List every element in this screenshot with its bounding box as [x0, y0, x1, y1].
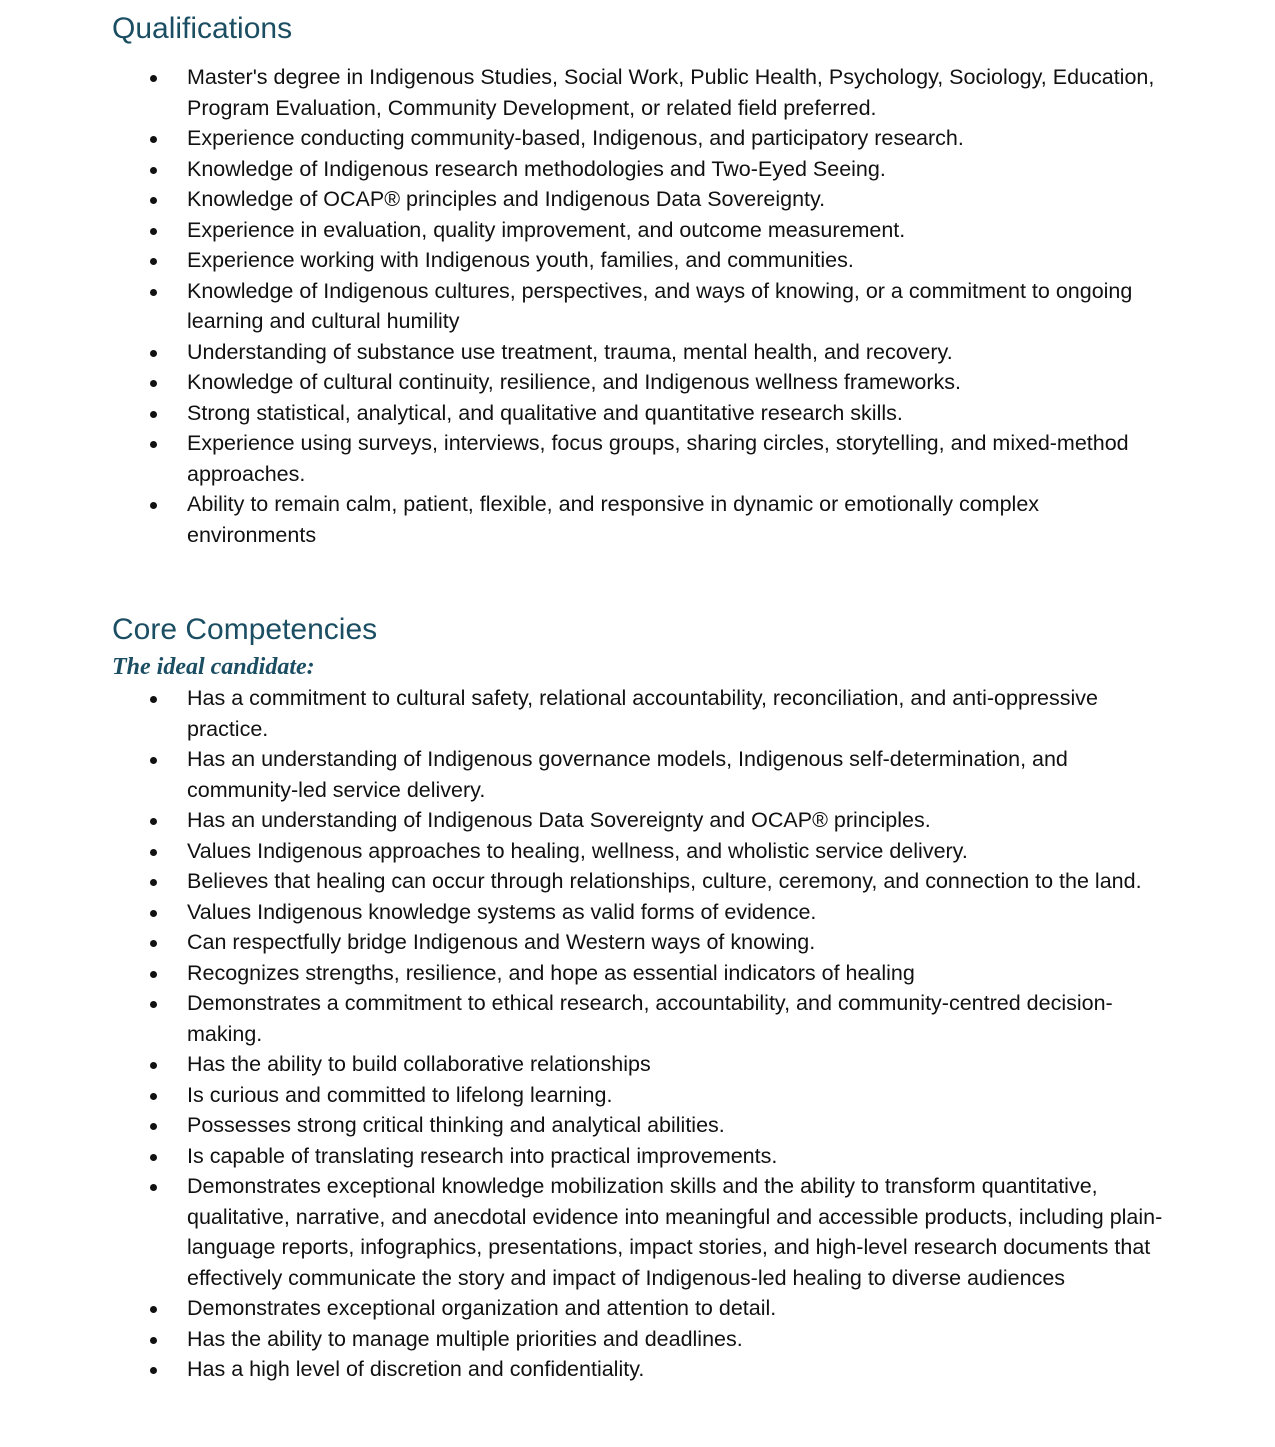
list-item-text: Is curious and committed to lifelong learning.: [187, 1082, 613, 1107]
list-item-text: Has an understanding of Indigenous governance models, Indigenous self-determination, and community-led service delivery.: [187, 747, 1068, 802]
list-item-text: Strong statistical, analytical, and qualitative and quantitative research skills.: [187, 400, 903, 425]
bullet-icon: [150, 940, 157, 947]
list-item-text: Experience using surveys, interviews, focus groups, sharing circles, storytelling, and mixed-method approaches.: [187, 431, 1129, 486]
list-item-text: Has a high level of discretion and confidentiality.: [187, 1357, 645, 1381]
list-item-text: Believes that healing can occur through relationships, culture, ceremony, and connection to the land.: [187, 869, 1142, 893]
list-item: [0, 1324, 1167, 1355]
bullet-icon: [150, 1062, 157, 1069]
list-item: [0, 836, 1167, 867]
bullet-icon: [150, 757, 157, 764]
list-item-text: Recognizes strengths, resilience, and hope as essential indicators of healing: [187, 960, 915, 985]
list-item: [0, 337, 1167, 368]
list-item-text: Demonstrates exceptional organization and attention to detail.: [187, 1296, 777, 1320]
list-item: [0, 367, 1167, 398]
bullet-icon: [150, 502, 157, 509]
list-item-text: Knowledge of Indigenous cultures, perspectives, and ways of knowing, or a commitment to ongoing learning and cultural humility: [187, 278, 1133, 333]
bullet-icon: [150, 696, 157, 703]
bullet-icon: [150, 167, 157, 174]
list-item: [0, 428, 1167, 489]
list-item: [0, 1171, 1167, 1293]
list-item: [0, 123, 1167, 154]
list-item-text: Can respectfully bridge Indigenous and Western ways of knowing.: [187, 930, 816, 954]
list-item-text: Has an understanding of Indigenous Data Sovereignty and OCAP® principles.: [187, 808, 931, 832]
bullet-icon: [150, 136, 157, 143]
list-item: [0, 1141, 1167, 1172]
list-item-text: Has a commitment to cultural safety, relational accountability, reconciliation, and anti-oppressive practice.: [187, 686, 1098, 741]
list-item: [0, 276, 1167, 337]
core-competencies-list: [0, 683, 1275, 1385]
bullet-icon: [150, 1123, 157, 1130]
list-item: [0, 1293, 1167, 1324]
bullet-icon: [150, 228, 157, 235]
list-item: [0, 1080, 1167, 1111]
qualifications-list: [0, 62, 1275, 550]
list-item: [0, 897, 1167, 928]
bullet-icon: [150, 879, 157, 886]
list-item-text: Values Indigenous knowledge systems as valid forms of evidence.: [187, 899, 817, 924]
list-item: [0, 245, 1167, 276]
list-item: [0, 398, 1167, 429]
list-item-text: Ability to remain calm, patient, flexible, and responsive in dynamic or emotionally complex environments: [187, 492, 1040, 547]
list-item-text: Understanding of substance use treatment, trauma, mental health, and recovery.: [187, 339, 953, 364]
bullet-icon: [150, 380, 157, 387]
list-item-text: Demonstrates exceptional knowledge mobilization skills and the ability to transform quantitative, qualitative, narrative, and anecdotal evidence into meaningful and accessible products, including plain-language reports, infographics, presentations, impact stories, and high-level research documents that effectively communicate the story and impact of Indigenous-led healing to diverse audiences: [187, 1174, 1163, 1290]
list-item: [0, 927, 1167, 958]
bullet-icon: [150, 350, 157, 357]
bullet-icon: [150, 1306, 157, 1313]
list-item-text: Experience conducting community-based, Indigenous, and participatory research.: [187, 126, 964, 150]
list-item-text: Has the ability to build collaborative relationships: [187, 1052, 651, 1076]
list-item-text: Knowledge of OCAP® principles and Indigenous Data Sovereignty.: [187, 187, 826, 211]
list-item: [0, 1110, 1167, 1141]
list-item-text: Knowledge of Indigenous research methodologies and Two-Eyed Seeing.: [187, 156, 886, 181]
list-item: [0, 489, 1167, 550]
bullet-icon: [150, 1001, 157, 1008]
list-item: [0, 154, 1167, 185]
bullet-icon: [150, 910, 157, 917]
bullet-icon: [150, 849, 157, 856]
list-item: [0, 683, 1167, 744]
list-item-text: Experience working with Indigenous youth, families, and communities.: [187, 248, 854, 272]
list-item: [0, 1049, 1167, 1080]
list-item-text: Demonstrates a commitment to ethical research, accountability, and community-centred decision-making.: [187, 991, 1113, 1046]
list-item: [0, 958, 1167, 989]
bullet-icon: [150, 411, 157, 418]
ideal-candidate-subheading: The ideal candidate:: [112, 654, 315, 680]
bullet-icon: [150, 971, 157, 978]
core-competencies-heading: Core Competencies: [112, 613, 378, 646]
bullet-icon: [150, 1337, 157, 1344]
list-item-text: Master's degree in Indigenous Studies, Social Work, Public Health, Psychology, Sociology, Education, Program Evaluation, Community Development, or related field preferred.: [187, 65, 1155, 120]
list-item: [0, 744, 1167, 805]
list-item: [0, 805, 1167, 836]
list-item: [0, 1354, 1167, 1385]
bullet-icon: [150, 818, 157, 825]
list-item: [0, 62, 1167, 123]
qualifications-heading: Qualifications: [112, 12, 293, 45]
bullet-icon: [150, 1093, 157, 1100]
list-item-text: Possesses strong critical thinking and analytical abilities.: [187, 1113, 725, 1137]
list-item-text: Experience in evaluation, quality improvement, and outcome measurement.: [187, 217, 906, 242]
bullet-icon: [150, 258, 157, 265]
bullet-icon: [150, 1154, 157, 1161]
list-item: [0, 988, 1167, 1049]
bullet-icon: [150, 289, 157, 296]
list-item-text: Is capable of translating research into practical improvements.: [187, 1143, 778, 1168]
bullet-icon: [150, 1367, 157, 1374]
bullet-icon: [150, 1184, 157, 1191]
list-item: [0, 866, 1167, 897]
list-item-text: Values Indigenous approaches to healing, wellness, and wholistic service delivery.: [187, 838, 968, 863]
list-item-text: Has the ability to manage multiple priorities and deadlines.: [187, 1326, 743, 1351]
bullet-icon: [150, 441, 157, 448]
bullet-icon: [150, 75, 157, 82]
list-item: [0, 215, 1167, 246]
bullet-icon: [150, 197, 157, 204]
list-item: [0, 184, 1167, 215]
list-item-text: Knowledge of cultural continuity, resilience, and Indigenous wellness frameworks.: [187, 370, 962, 394]
